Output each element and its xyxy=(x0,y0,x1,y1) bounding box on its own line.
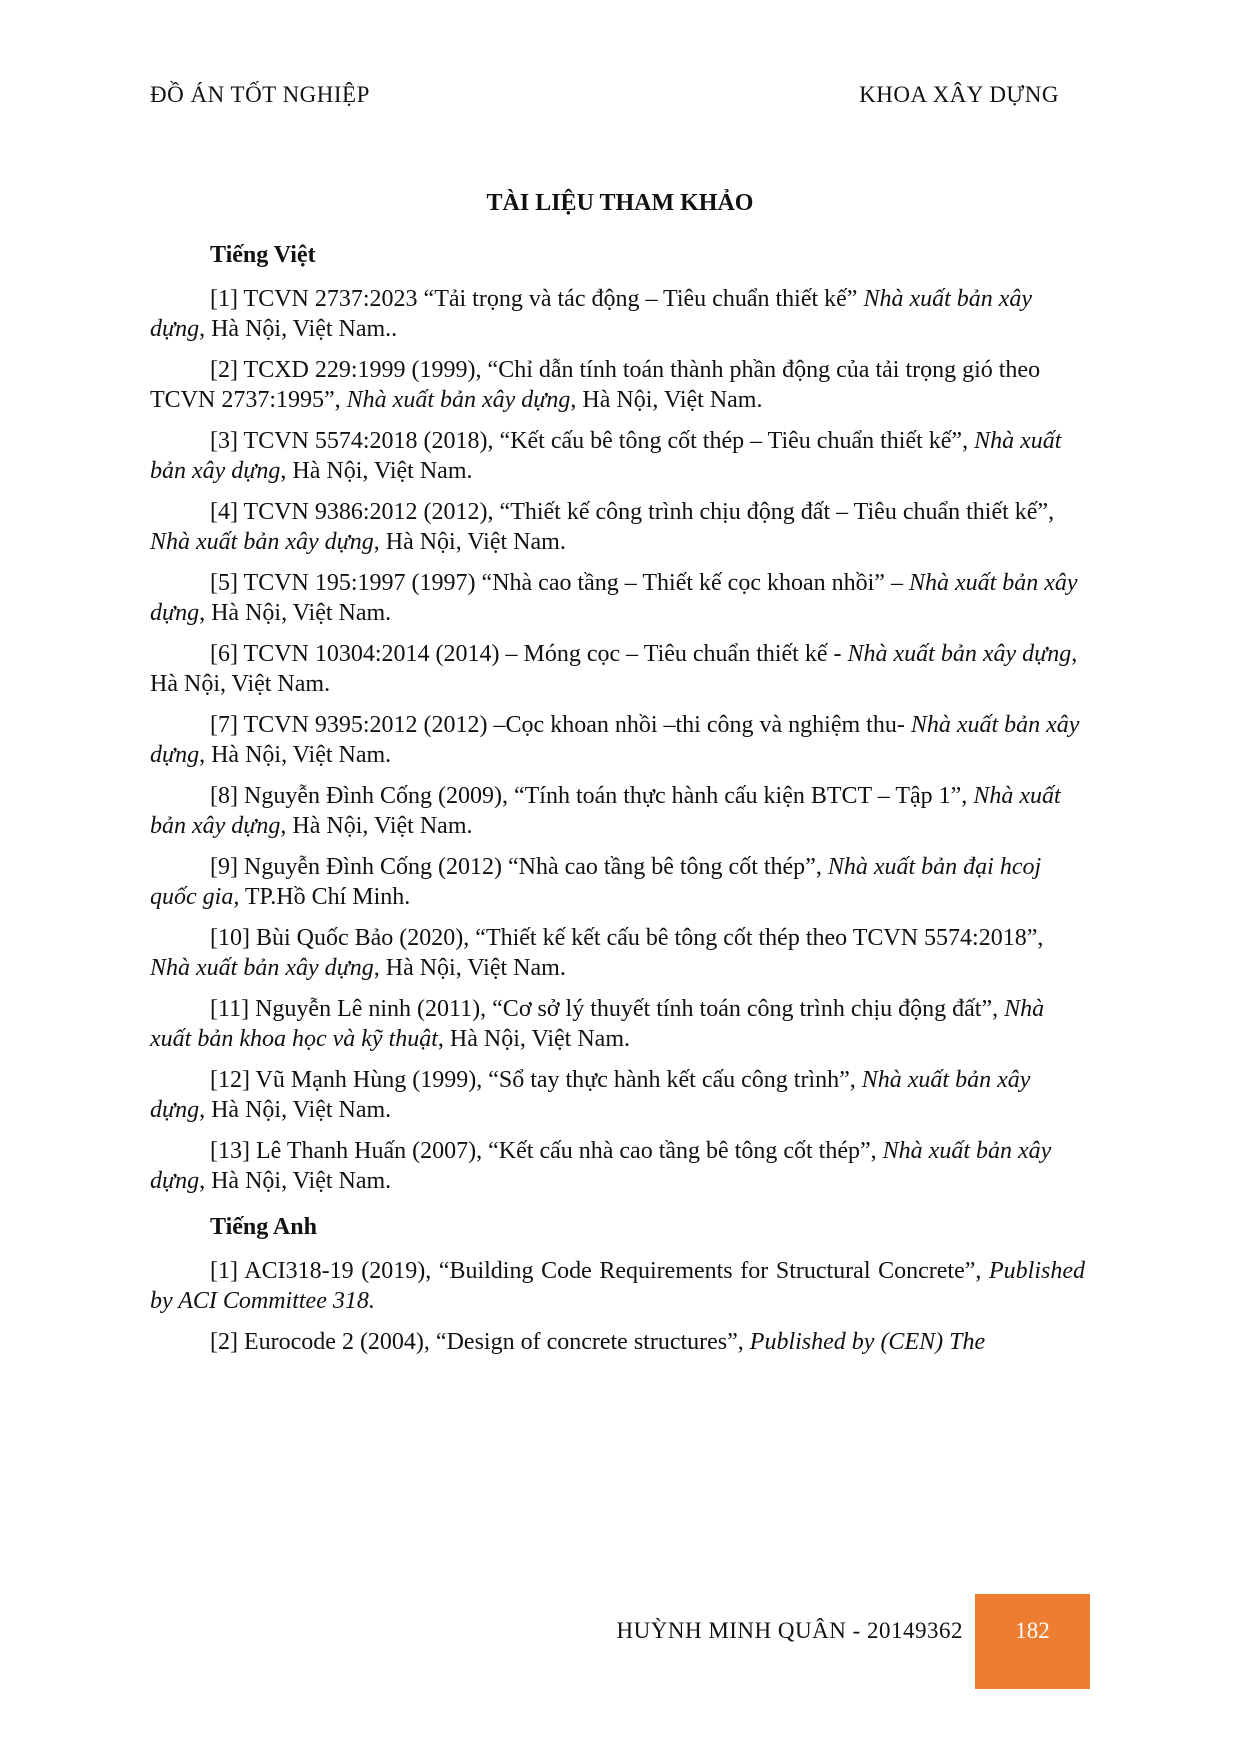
reference-item: [11] Nguyễn Lê ninh (2011), “Cơ sở lý thuyết tính toán công trình chịu động đất”, Nhà xuất bản khoa học và kỹ thuật, Hà Nội, Việt Nam. xyxy=(150,996,1045,1052)
page-title: TÀI LIỆU THAM KHẢO xyxy=(486,190,754,216)
reference-item: [2] TCXD 229:1999 (1999), “Chỉ dẫn tính toán thành phần động của tải trọng gió theo TCVN 2737:1995”, Nhà xuất bản xây dựng, Hà Nội, Việt Nam. xyxy=(150,357,1041,413)
header-right: KHOA XÂY DỰNG xyxy=(859,82,1059,107)
reference-item: [8] Nguyễn Đình Cống (2009), “Tính toán thực hành cấu kiện BTCT – Tập 1”, Nhà xuất bản xây dựng, Hà Nội, Việt Nam. xyxy=(150,783,1061,839)
reference-item: [13] Lê Thanh Huấn (2007), “Kết cấu nhà cao tầng bê tông cốt thép”, Nhà xuất bản xây dựng, Hà Nội, Việt Nam. xyxy=(150,1138,1052,1194)
reference-item: [5] TCVN 195:1997 (1997) “Nhà cao tầng – Thiết kế cọc khoan nhồi” – Nhà xuất bản xây dựng, Hà Nội, Việt Nam. xyxy=(150,570,1078,626)
references-body xyxy=(150,240,1085,1368)
reference-item: [6] TCVN 10304:2014 (2014) – Móng cọc – Tiêu chuẩn thiết kế - Nhà xuất bản xây dựng, Hà Nội, Việt Nam. xyxy=(150,641,1078,697)
section-heading-vietnamese: Tiếng Việt xyxy=(210,242,316,268)
reference-item: [1] ACI318-19 (2019), “Building Code Requirements for Structural Concrete”, Published by ACI Committee 318. xyxy=(150,1258,1085,1314)
reference-item: [2] Eurocode 2 (2004), “Design of concrete structures”, Published by (CEN) The xyxy=(210,1329,986,1355)
section-heading-english: Tiếng Anh xyxy=(210,1214,317,1240)
reference-item: [4] TCVN 9386:2012 (2012), “Thiết kế công trình chịu động đất – Tiêu chuẩn thiết kế”, Nhà xuất bản xây dựng, Hà Nội, Việt Nam. xyxy=(150,499,1055,555)
reference-item: [10] Bùi Quốc Bảo (2020), “Thiết kế kết cấu bê tông cốt thép theo TCVN 5574:2018”, Nhà xuất bản xây dựng, Hà Nội, Việt Nam. xyxy=(150,925,1044,981)
reference-item: [7] TCVN 9395:2012 (2012) –Cọc khoan nhồi –thi công và nghiệm thu- Nhà xuất bản xây dựng, Hà Nội, Việt Nam. xyxy=(150,712,1080,768)
header-left: ĐỒ ÁN TỐT NGHIỆP xyxy=(150,82,370,107)
reference-item: [12] Vũ Mạnh Hùng (1999), “Sổ tay thực hành kết cấu công trình”, Nhà xuất bản xây dựng, Hà Nội, Việt Nam. xyxy=(150,1067,1031,1123)
page-number: 182 xyxy=(1015,1618,1050,1643)
reference-item: [1] TCVN 2737:2023 “Tải trọng và tác động – Tiêu chuẩn thiết kế” Nhà xuất bản xây dựng, Hà Nội, Việt Nam.. xyxy=(150,286,1033,342)
reference-item: [3] TCVN 5574:2018 (2018), “Kết cấu bê tông cốt thép – Tiêu chuẩn thiết kế”, Nhà xuất bản xây dựng, Hà Nội, Việt Nam. xyxy=(150,428,1062,484)
page-number-box xyxy=(975,1594,1090,1689)
footer-author: HUỲNH MINH QUÂN - 20149362 xyxy=(616,1618,963,1643)
reference-item: [9] Nguyễn Đình Cống (2012) “Nhà cao tầng bê tông cốt thép”, Nhà xuất bản đại hcoj quốc gia, TP.Hồ Chí Minh. xyxy=(150,854,1042,910)
